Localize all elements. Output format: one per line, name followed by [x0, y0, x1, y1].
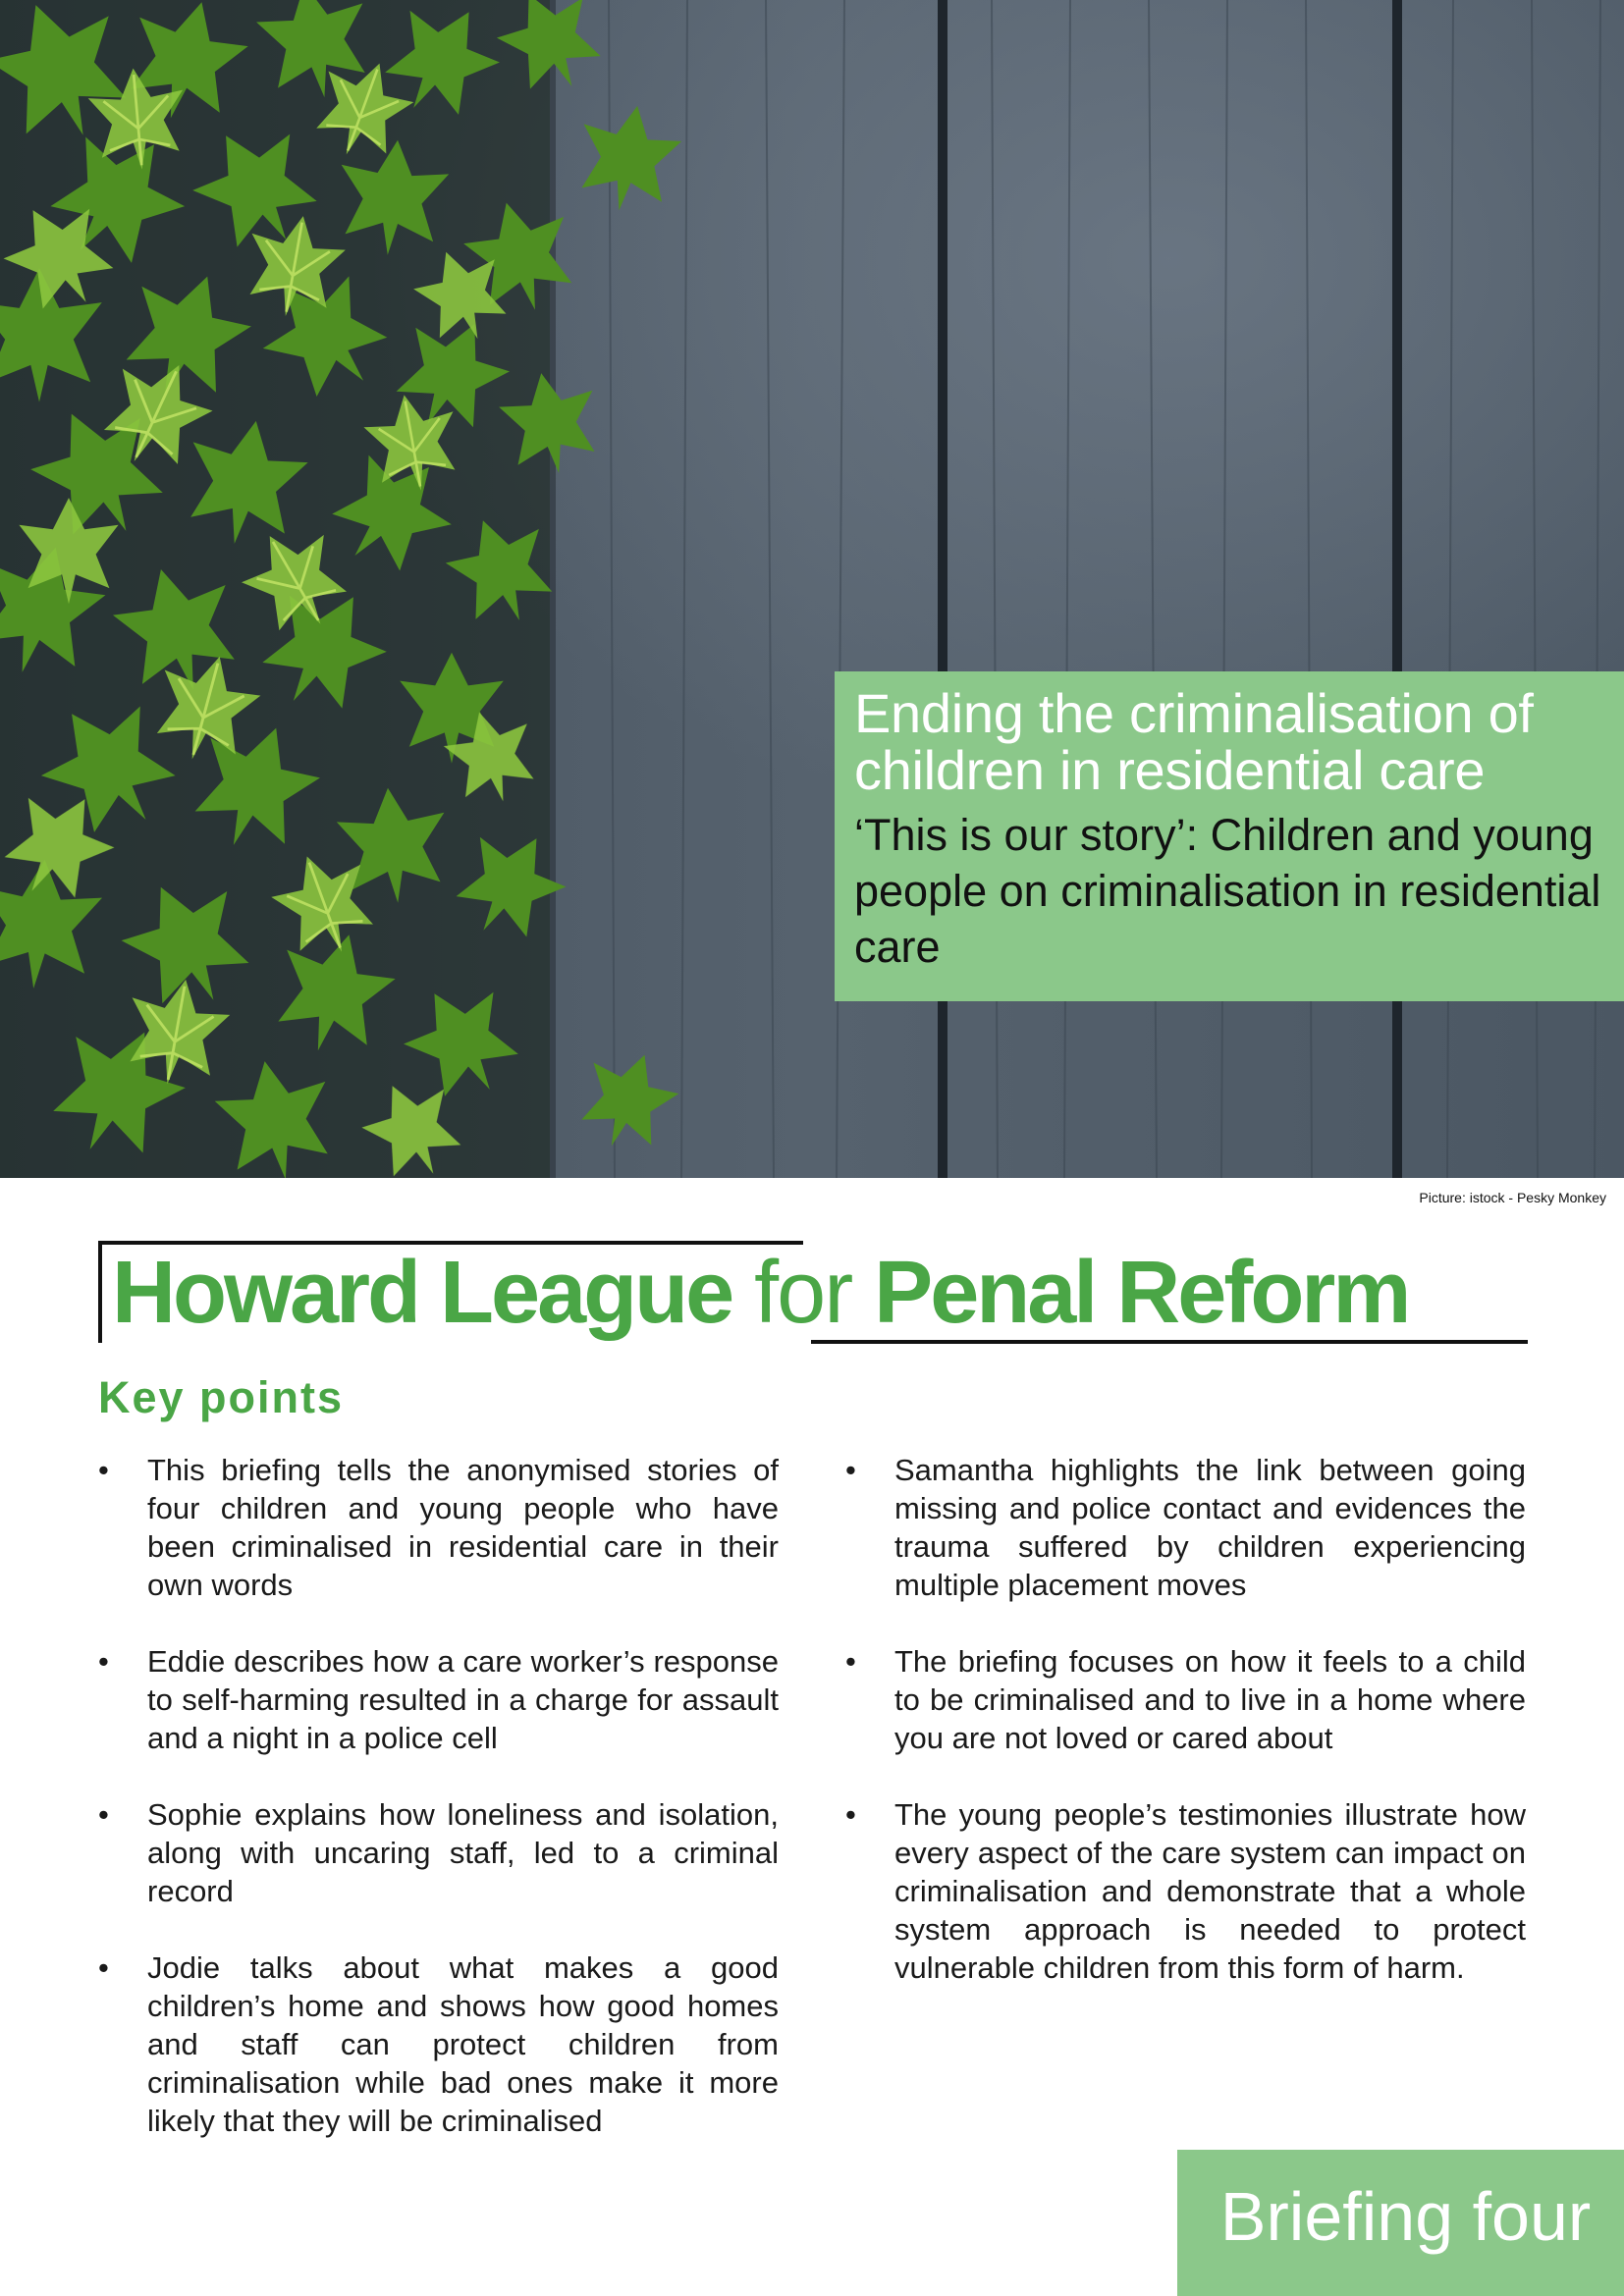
bullet-icon: •	[98, 1644, 109, 1679]
photo-credit: Picture: istock - Pesky Monkey	[1419, 1190, 1606, 1205]
key-point-text: Samantha highlights the link between going missing and police contact and evidences the trauma suffered by children experiencing multiple placement moves	[894, 1453, 1526, 1602]
key-point-text: The young people’s testimonies illustrate how every aspect of the care system can impact on criminalisation and demonstrate that a whole system approach is needed to protect vulnerable children from this form of harm.	[894, 1797, 1526, 1985]
logo-part-penal-reform: Penal Reform	[874, 1244, 1409, 1342]
bullet-icon: •	[845, 1797, 856, 1832]
key-points-left-column	[98, 1451, 779, 2178]
key-points-right-column	[845, 1451, 1526, 2025]
bullet-icon: •	[98, 1950, 109, 1985]
key-point-text: Eddie describes how a care worker’s response to self-harming resulted in a charge for assault and a night in a police cell	[147, 1644, 779, 1755]
key-point-text: This briefing tells the anonymised stories of four children and young people who have been criminalised in residential care in their own words	[147, 1453, 779, 1602]
key-point	[845, 1642, 1526, 1757]
cover-subtitle: ‘This is our story’: Children and young people on criminalisation in residential care	[854, 810, 1601, 972]
bullet-icon: •	[98, 1453, 109, 1487]
logo-wordmark	[112, 1244, 1409, 1342]
logo-part-for: for	[731, 1244, 875, 1342]
logo-part-howard-league: Howard League	[112, 1244, 732, 1342]
key-point	[98, 1949, 779, 2140]
key-point	[98, 1795, 779, 1910]
cover-title-box	[835, 671, 1624, 1001]
bullet-icon: •	[98, 1797, 109, 1832]
bullet-icon: •	[845, 1644, 856, 1679]
key-point-text: Sophie explains how loneliness and isolation, along with uncaring staff, led to a criminal record	[147, 1797, 779, 1908]
key-point	[98, 1642, 779, 1757]
key-point	[845, 1795, 1526, 1987]
key-point-text: Jodie talks about what makes a good children’s home and shows how good homes and staff can protect children from criminalisation while bad ones make it more likely that they will be criminalised	[147, 1950, 779, 2138]
key-point-text: The briefing focuses on how it feels to a child to be criminalised and to live in a home where you are not loved or cared about	[894, 1644, 1526, 1755]
key-point	[845, 1451, 1526, 1604]
logo-frame-left	[98, 1241, 102, 1343]
bullet-icon: •	[845, 1453, 856, 1487]
key-points-heading: Key points	[98, 1372, 345, 1422]
howard-league-logo	[98, 1239, 1528, 1347]
briefing-number-badge: Briefing four	[1177, 2150, 1624, 2296]
cover-title: Ending the criminalisation of children in residential care	[854, 682, 1534, 801]
key-point	[98, 1451, 779, 1604]
